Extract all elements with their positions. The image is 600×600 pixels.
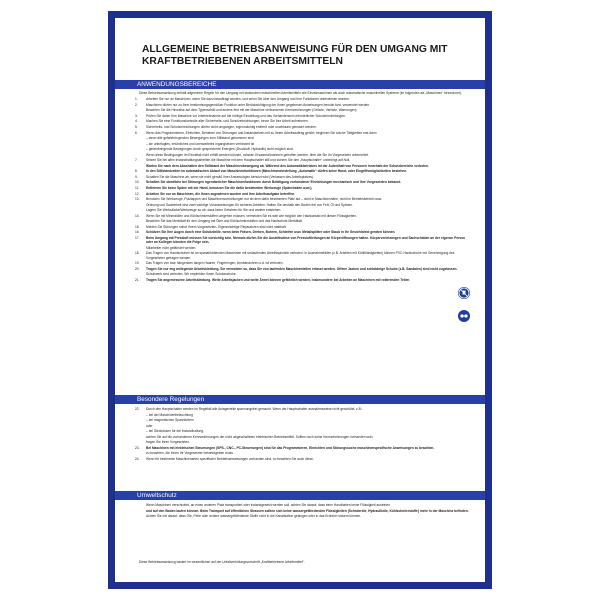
list-item xyxy=(135,230,473,234)
item-text: Schalten Sie die Maschine ab, wenn sie nicht gemäß Ihrer Anweisungen benutzt wird (Verlassen des Arbeitsplatzes). xyxy=(146,174,315,179)
item-number xyxy=(135,272,146,276)
item-text: Durch den Hauptschalter werden im Regelfall alle Anlagenteile spannungsfrei gemacht. Wenn der Hauptschalter ausnahmsweise nicht geschützt, z.B.: xyxy=(146,407,363,411)
list-item xyxy=(135,214,473,218)
list-item xyxy=(135,114,473,118)
item-number xyxy=(135,440,146,444)
item-number xyxy=(135,208,146,212)
footer-note: Diese Betriebsanweisung basiert im wesentlichen auf der Unfallverhütungsvorschrift „Kraftbetriebene Arbeitsmittel“. xyxy=(139,560,305,564)
item-text: oder xyxy=(146,423,153,428)
item-number xyxy=(135,142,146,146)
item-list xyxy=(135,503,473,518)
item-number: 17. xyxy=(135,235,140,240)
item-text: – bei Steckdosen für die Instandhaltung, xyxy=(146,429,204,434)
list-item xyxy=(135,251,473,260)
list-item xyxy=(135,175,473,179)
item-text: achten Sie auf die vorhandenen Kennzeichnungen der nicht abgeschalteten elektrischen Betriebsmittel. Sollten noch keine Kennzeichnungen vorhanden sein, xyxy=(146,434,374,439)
item-number: 23. xyxy=(135,445,140,450)
item-text: Beim Umgang mit Pressluft müssen Sie vorsichtig sein. Niemals dürfen Sie die Austrittsdüse von Pressluftleitungen an Körperöffnungen halten. Körperverletzungen und Sachschäden an der eigenen Person oder an Kollegen könnten die Folge sein. xyxy=(146,235,466,245)
item-number: 24. xyxy=(135,456,140,461)
list-item xyxy=(135,131,473,135)
item-number xyxy=(135,418,146,422)
item-text: – gefahrbringende Bewegungen durch gespeicherte Energien (Druckluft, Hydraulik) nicht möglich sind. xyxy=(146,147,294,152)
item-number: 13. xyxy=(135,197,140,202)
item-number: 22. xyxy=(135,407,140,411)
item-list xyxy=(135,407,473,461)
item-number: 5. xyxy=(135,124,138,129)
item-text: Benutzen Sie Werkzeuge, Putzlappen und Maschinenvorrichtungen nur an dem dafür bestimmten Platz auf – nicht in Maschinennähe, nicht im Betriebsbereich usw. xyxy=(146,197,382,202)
item-text: – wenn alle gefahrbringenden Bewegungen zum Stillstand gekommen sind xyxy=(146,136,254,141)
list-item xyxy=(135,446,473,450)
item-text: Wenn diese Bedingungen im Einzelfall nicht erfüllt werden können, müssen Ersatzmaßnahmen getroffen werden, über die Sie Ihr Vorgesetzter unterrichtet. xyxy=(146,152,369,157)
goggles-mandatory-icon xyxy=(458,310,470,322)
list-item xyxy=(135,103,473,107)
item-text: Prüfen Sie daher Ihre Maschine vor Inbetriebnahme auf die richtige Einstellung und das Vorhandensein erforderlicher Schutzeinrichtungen. xyxy=(146,113,346,118)
item-number: 12. xyxy=(135,191,140,196)
item-text: In den Stillstandzeiten im automatischen Ablauf von Maschinenfunktionen (Maschineneinstellung „Automatik“ dürfen keine Hand- oder Eingriffsmöglichkeiten bestehen. xyxy=(146,169,407,174)
list-item xyxy=(135,418,473,422)
item-number: 18. xyxy=(135,251,140,256)
item-number xyxy=(135,246,146,250)
list-item xyxy=(135,407,473,411)
item-text: Entfernen Sie keine Späne mit der Hand, benutzen Sie die dafür bestimmten Werkzeuge (Spänehaken usw.). xyxy=(146,186,313,190)
list-item xyxy=(135,186,473,190)
list-item xyxy=(135,158,473,162)
item-text: Melden Sie Störungen sofort Ihrem Vorgesetzten. Eigenmächtige Reparaturen sind nicht statthaft. xyxy=(146,224,287,229)
item-text: Schützen Sie Ihre Augen durch eine Schutzbrille, wenn beim Fräsen, Drehen, Bohren, Schleifen usw. Metallsplitter oder Staub in Ihr Gesichtsfeld geraten können. xyxy=(146,230,396,235)
item-text: Das Tragen von lose hängenden langen Haaren, Fingerringen, Armbanduhren u.ä. ist verboten. xyxy=(146,261,284,266)
list-item xyxy=(135,267,473,271)
gloves-prohibited-icon xyxy=(458,287,470,299)
list-item xyxy=(135,225,473,229)
list-item xyxy=(135,108,473,112)
item-number xyxy=(135,203,146,207)
list-item xyxy=(135,429,473,433)
item-number: 7. xyxy=(135,158,138,163)
list-item xyxy=(135,208,473,212)
sheet-content xyxy=(115,18,485,582)
list-item xyxy=(135,136,473,140)
item-number: 1. xyxy=(135,97,138,102)
item-text: Warten Sie nach dem Abschalten den Stillstand der Maschinenbewegung ab. Während des Automatikbetriebes ist der Aufenthalt von Personen innerhalb der Schutzbereiche verboten. xyxy=(146,163,429,168)
item-number xyxy=(135,413,146,417)
item-number: 20. xyxy=(135,266,140,271)
item-text: Schalten Sie sämtliche bei Störungen irgendwelcher Maschinenfunktionen durch Betätigung vorhandener Einrichtungen mechanisch und Ihre Vorgesetzten bekannt. xyxy=(146,180,402,185)
list-item xyxy=(135,119,473,123)
item-number xyxy=(135,429,146,433)
item-number xyxy=(135,164,146,168)
list-item xyxy=(135,435,473,439)
list-item xyxy=(135,192,473,196)
item-text: Lagern Sie Werkstücke/Werkzeuge so ab, dass keine Gefahren für Sie und andere entstehen. xyxy=(146,208,282,213)
item-text: Beachten Sie die Hinweise auf dem Typenschild und andere fest mit der Maschine verbundenen Kennzeichnungen (Gebote, Verbote, Warnungen). xyxy=(146,108,358,113)
item-number xyxy=(135,108,146,112)
item-number: 16. xyxy=(135,230,140,235)
section-umwelt xyxy=(135,503,473,520)
list-item xyxy=(135,197,473,201)
item-text: Wenn Maschinen verschrottet, an einen anderen Platz transportiert oder instandgesetzt werden soll, achten Sie darauf, dass beim Handhaben keine Flüssigkeit austreten xyxy=(146,503,391,507)
item-number: 11. xyxy=(135,186,140,190)
item-number: 8. xyxy=(135,169,138,174)
item-number: 15. xyxy=(135,224,140,229)
list-item xyxy=(135,503,473,507)
item-text: Wenn Sie mit Mineralölen und Kühlschmierstoffen umgehen müssen, vermeiden Sie es weit wie möglich den Hautkontakt mit diesen Flüssigkeiten. xyxy=(146,213,358,218)
list-item xyxy=(135,169,473,173)
item-number xyxy=(135,503,146,507)
item-text: fragen Sie Ihren Vorgesetzten. xyxy=(146,440,190,445)
intro-text: Diese Betriebsanweisung enthält allgemeine Regeln für den Umgang mit stationären maschinellen Arbeitsmitteln wie Einzelmaschinen als auch automatische maschinellen Systeme (im folgenden als „Maschinen“ bezeichnet). xyxy=(139,91,462,95)
instruction-sheet xyxy=(108,11,492,589)
item-text: Beachten Sie das Merkblatt für den Umgang mit Ölen und Kühlschmierstoffen und das Hautschutz-Merkblatt. xyxy=(146,219,303,224)
item-number: 19. xyxy=(135,261,140,266)
item-number xyxy=(135,153,146,157)
list-item xyxy=(135,440,473,444)
list-item xyxy=(135,236,473,245)
section-besondere xyxy=(135,407,473,462)
item-text: Tragen Sie angemessene Arbeitskleidung. Weite Arbeitsjacken und weite Ärmel können gefährlich werden, insbesondere bei Arbeiten an Maschinen mit rotierenden Teilen xyxy=(146,277,410,282)
item-number xyxy=(135,514,146,518)
list-item xyxy=(135,457,473,461)
item-text: Machen Sie eine Funktionskontrolle aller Sicherheits- und Schutzeinrichtungen, bevor Sie Ihre Arbeit aufnehmen. xyxy=(146,119,309,124)
list-item xyxy=(135,125,473,129)
item-number xyxy=(135,424,146,428)
item-text: Wenn das Programmieren, Einrichten, Beheben von Störungen und Instandsetzen mit zu Ihrem Arbeitsauftrag gehört, beginnen Sie solche Tätigkeiten erst dann xyxy=(146,130,377,135)
list-item xyxy=(135,413,473,417)
item-number: 21. xyxy=(135,277,140,282)
list-item xyxy=(135,180,473,184)
list-item xyxy=(135,272,473,276)
item-text: – bei der Maschinenbeleuchtung xyxy=(146,412,193,417)
item-number: 2. xyxy=(135,102,138,107)
item-number: 6. xyxy=(135,130,138,135)
list-item xyxy=(135,153,473,157)
list-item xyxy=(135,451,473,455)
item-text: Achten Sie mit darauf, dass Öle, Fette oder andere wassergefährdende Stoffe nicht in die Kanalisation gelangen oder in das Erdreich sickern können. xyxy=(146,514,362,519)
item-number xyxy=(135,147,146,151)
section-heading-anwendung: ANWENDUNGSBEREICHE xyxy=(115,80,485,89)
list-item xyxy=(135,509,473,513)
sheet-title: ALLGEMEINE BETRIEBSANWEISUNG FÜR DEN UMGANG MIT KRAFTBETRIEBENEN ARBEITSMITTELN xyxy=(142,44,448,67)
list-item xyxy=(135,246,473,250)
item-number: 9. xyxy=(135,174,138,179)
item-text: – sie unbefugtes, irrtümliches und unerwartetes Ingangsetzen verhindert ist xyxy=(146,141,255,146)
item-text: Arbeiten Sie nur an Maschinen, die Ihnen zugewiesen wurden und Ihre Arbeitsaufgabe betreffen. xyxy=(146,191,296,196)
item-list xyxy=(135,97,473,282)
item-text: Sicherheits- und Schutzeinrichtungen dürfen nicht umgangen, eigenmächtig entfernt oder unwirksam gemacht werden. xyxy=(146,124,317,129)
item-number: 3. xyxy=(135,113,138,118)
item-number xyxy=(135,219,146,223)
item-text: – bei magnetischen Spannfuttern xyxy=(146,418,194,423)
item-number xyxy=(135,435,146,439)
section-anwendung xyxy=(135,91,473,283)
list-item xyxy=(135,278,473,282)
item-text: Das Tragen von Handschuhen ist an spanabhebenden Maschinen mit umlaufenden Arbeitsspindeln verboten. In Ausnahmefällen (z.B. Arbeiten mit Kühlflüssigkeiten) können PVC-Handschuhe mit Genehmigung des Vorgesetzten getragen werden. xyxy=(146,251,455,260)
item-text: Setzen Sie bei allen Instandhaltungsarbeiten die Maschine mit dem Hauptschalter still und sichern Sie den „Hauptschalter“ unbedingt auf Null. xyxy=(146,158,351,163)
item-number: 10. xyxy=(135,180,140,185)
item-text: Ordnung und Sauberkeit sind zwei wichtige Voraussetzungen für sicheres Arbeiten. Halten Sie deshalb den Boden frei von Fett, Öl und Spänen. xyxy=(146,202,354,207)
item-text: Mitarbeiter nicht gefährdet werden. xyxy=(146,245,197,250)
list-item xyxy=(135,203,473,207)
list-item xyxy=(135,514,473,518)
item-text: Wenn für bestimmte Maschinenarten spezifische Betriebsanweisungen vorhanden sind, so beachten Sie auch diese. xyxy=(146,456,314,461)
list-item xyxy=(135,147,473,151)
list-item xyxy=(135,219,473,223)
item-number xyxy=(135,509,146,513)
list-item xyxy=(135,424,473,428)
item-number xyxy=(135,451,146,455)
item-text: Schuhwerk sind verboten. Wir empfehlen Ihnen Schutzschuhe. xyxy=(146,272,237,277)
list-item xyxy=(135,97,473,101)
list-item xyxy=(135,261,473,265)
item-text: zu beachten, die Ihnen Ihr Vorgesetzter bekanntgeben muss. xyxy=(146,451,234,456)
list-item xyxy=(135,142,473,146)
item-text: Arbeiten Sie nur an Maschinen, wenn Sie dazu beauftragt wurden, und wenn Sie über den Umgang und Ihre Funktionen unterwiesen wurden. xyxy=(146,97,350,102)
item-number: 4. xyxy=(135,119,138,124)
section-heading-besondere: Besondere Regelungen xyxy=(115,395,485,404)
item-text: und auf den Boden laufen können. Beim Transport auf öffentlichen Strassen sollten sich keine wassergefährdenden Flüssigkeiten (Schmieröle, Hydrauliköle, Kühlschmierstoffe) mehr in der Maschine befinden. xyxy=(146,508,469,513)
list-item xyxy=(135,164,473,168)
item-text: Maschinen dürfen nur zu Ihrer bestimmungsgemäßen Funktion unter Berücksichtigung der Ihnen gegebenen Anweisungen benutzt bzw. verwendet werden. xyxy=(146,102,371,107)
item-number: 14. xyxy=(135,213,140,218)
item-number xyxy=(135,136,146,140)
item-text: Tragen Sie nur eng anliegende Arbeitskleidung. Sie vermeiden so, dass Sie von laufenden Maschinenteilen erfasst werden. Offene Jacken und schlabbrige Schuhe (z.B. Sandalen) sind nicht zugelassen. xyxy=(146,266,458,271)
section-heading-umwelt: Umweltschutz xyxy=(115,491,485,500)
item-text: Bei Maschinen mit elektrischen Steuerungen (SPS-, CNC-, PC-Steuerungen) sind für das Programmieren, Einrichten und Störungssuche maschinenspezifische Anweisungen zu beachten. xyxy=(146,445,435,450)
